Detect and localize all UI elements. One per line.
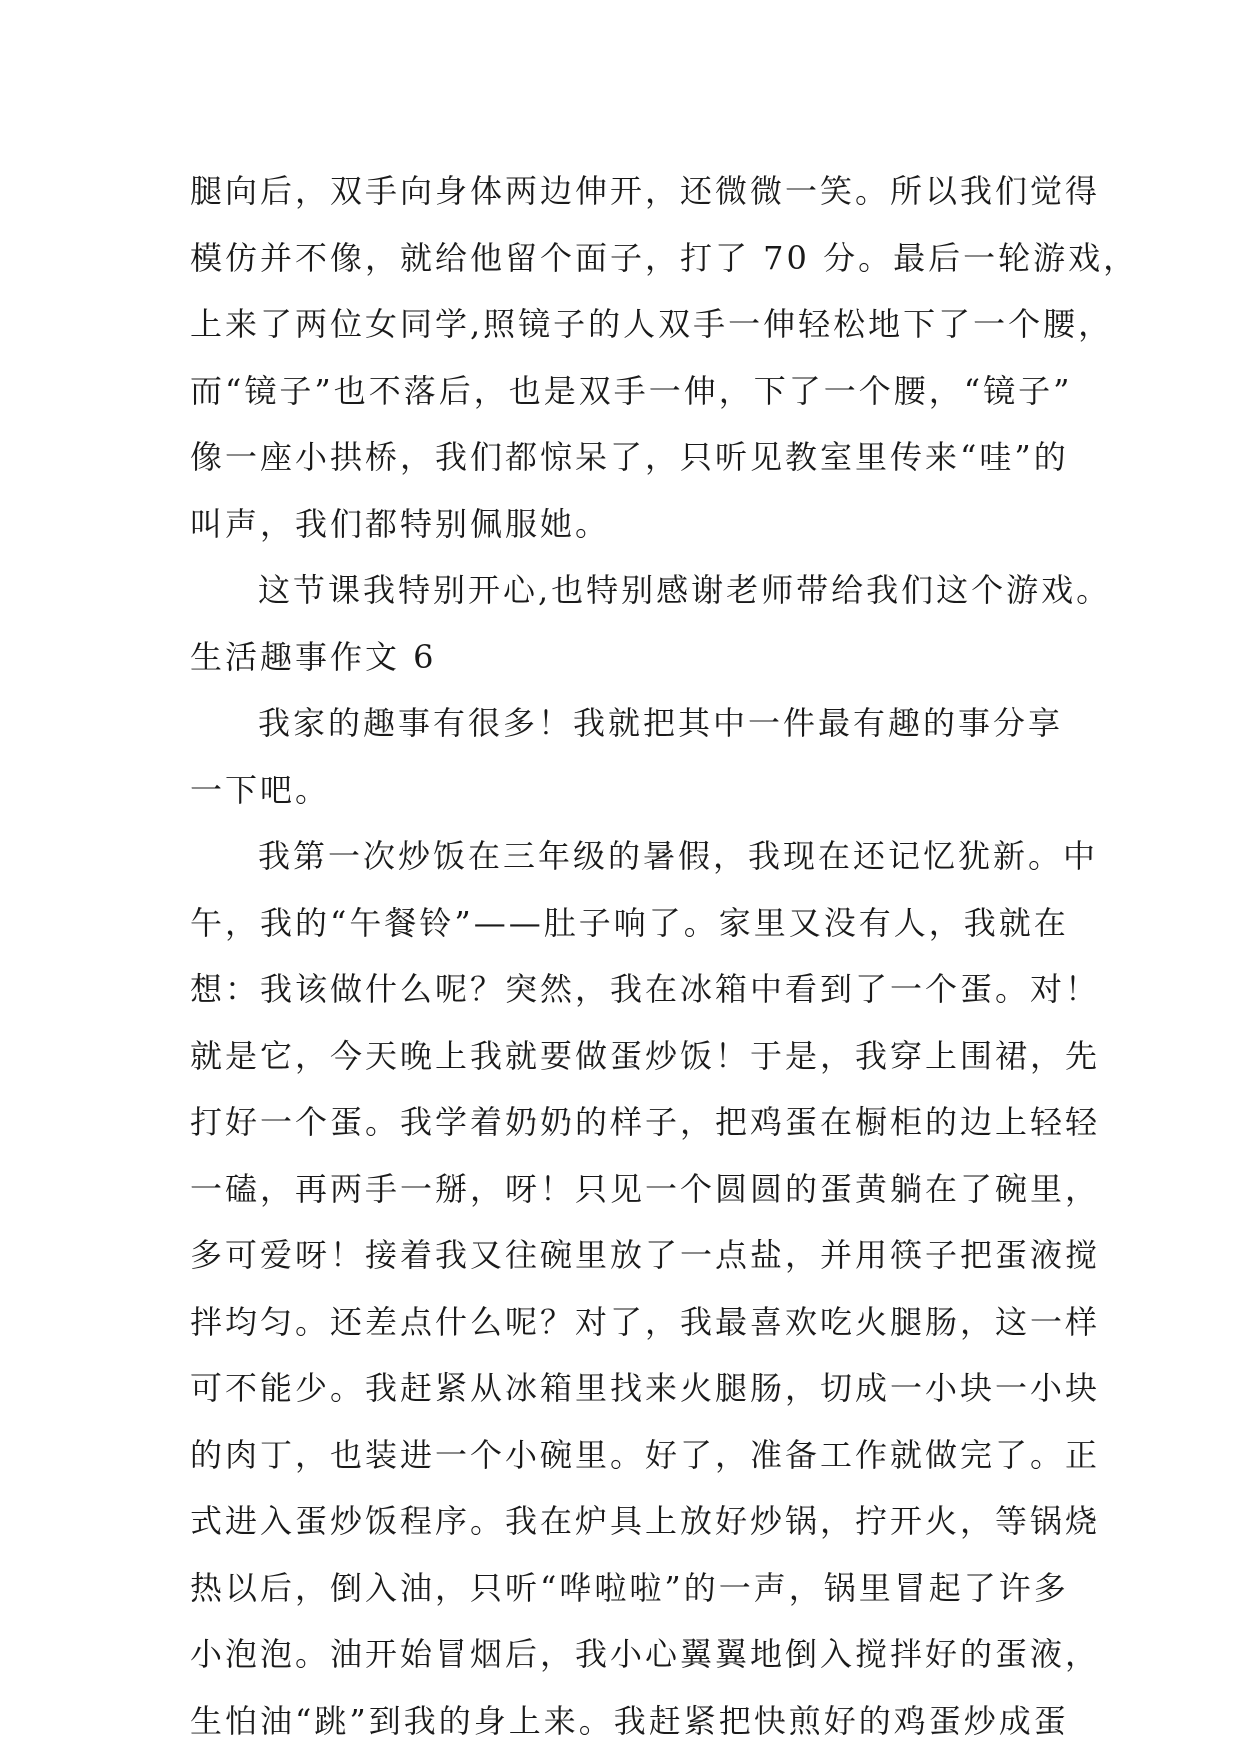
text-line: 拌均匀。还差点什么呢？对了，我最喜欢吃火腿肠，这一样 <box>190 1302 1101 1341</box>
text-line: 上来了两位女同学,照镜子的人双手一伸轻松地下了一个腰， <box>190 305 1114 343</box>
text-line: 我第一次炒饭在三年级的暑假，我现在还记忆犹新。中 <box>258 837 1099 875</box>
text-line: 这节课我特别开心,也特别感谢老师带给我们这个游戏。 <box>258 571 1112 609</box>
section-heading: 生活趣事作文 6 <box>190 637 437 676</box>
text-line: 一下吧。 <box>190 770 331 809</box>
text-line: 我家的趣事有很多！我就把其中一件最有趣的事分享 <box>258 704 1064 742</box>
text-line: 多可爱呀！接着我又往碗里放了一点盐，并用筷子把蛋液搅 <box>190 1236 1101 1274</box>
text-line: 午，我的“午餐铃”——肚子响了。家里又没有人，我就在 <box>190 903 1069 942</box>
text-line: 叫声，我们都特别佩服她。 <box>190 504 611 543</box>
text-line: 打好一个蛋。我学着奶奶的样子，把鸡蛋在橱柜的边上轻轻 <box>190 1103 1101 1141</box>
text-line: 小泡泡。油开始冒烟后，我小心翼翼地倒入搅拌好的蛋液， <box>190 1635 1101 1673</box>
text-line: 热以后，倒入油，只听“哗啦啦”的一声，锅里冒起了许多 <box>190 1568 1069 1607</box>
text-line: 想：我该做什么呢？突然，我在冰箱中看到了一个蛋。对！ <box>190 970 1101 1008</box>
text-line: 一磕，再两手一掰，呀！只见一个圆圆的蛋黄躺在了碗里， <box>190 1169 1101 1208</box>
essay-text <box>190 158 1139 1754</box>
text-line: 生怕油“跳”到我的身上来。我赶紧把快煎好的鸡蛋炒成蛋 <box>190 1701 1069 1740</box>
text-line: 腿向后，双手向身体两边伸开，还微微一笑。所以我们觉得 <box>190 172 1101 210</box>
text-line: 就是它，今天晚上我就要做蛋炒饭！于是，我穿上围裙，先 <box>190 1036 1101 1075</box>
text-line: 式进入蛋炒饭程序。我在炉具上放好炒锅，拧开火，等锅烧 <box>190 1502 1101 1540</box>
text-line: 的肉丁，也装进一个小碗里。好了，准备工作就做完了。正 <box>190 1435 1101 1474</box>
text-line: 模仿并不像，就给他留个面子，打了 70 分。最后一轮游戏， <box>190 238 1139 277</box>
text-line: 像一座小拱桥，我们都惊呆了，只听见教室里传来“哇”的 <box>190 438 1069 476</box>
text-line: 可不能少。我赶紧从冰箱里找来火腿肠，切成一小块一小块 <box>190 1369 1101 1407</box>
text-line: 而“镜子”也不落后，也是双手一伸，下了一个腰，“镜子” <box>190 371 1073 410</box>
